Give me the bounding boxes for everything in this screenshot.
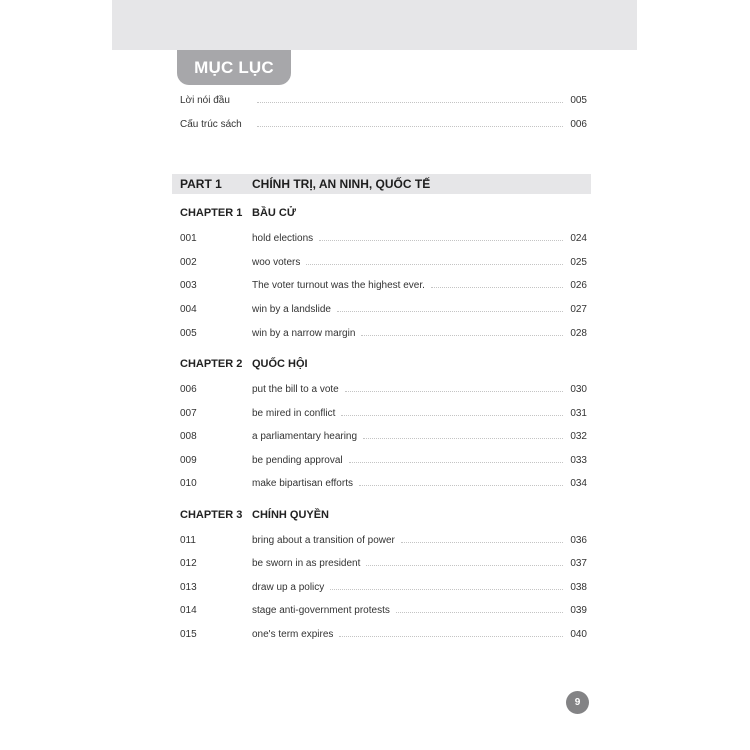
dot-leader [345, 391, 563, 392]
chapter-heading [180, 356, 308, 372]
entry-number: 014 [180, 604, 197, 616]
toc-title: MỤC LỤC [194, 57, 274, 77]
entry-page: 030 [570, 383, 587, 395]
dot-leader [401, 542, 563, 543]
chapter-label: CHAPTER 3 [180, 509, 243, 521]
entry-text: make bipartisan efforts [252, 477, 353, 489]
entry-number: 002 [180, 256, 197, 268]
entry-text: be sworn in as president [252, 557, 361, 569]
entry-page: 036 [570, 534, 587, 546]
entry-text: bring about a transition of power [252, 534, 395, 546]
dot-leader [366, 565, 563, 566]
dot-leader [363, 438, 563, 439]
entry-text: The voter turnout was the highest ever. [252, 279, 425, 291]
entry-page: 027 [570, 303, 587, 315]
dot-leader [339, 636, 563, 637]
dot-leader [319, 240, 563, 241]
toc-entry[interactable] [180, 230, 587, 246]
entry-text: draw up a policy [252, 581, 325, 593]
dot-leader [341, 415, 563, 416]
entry-number: 012 [180, 557, 197, 569]
toc-entry[interactable] [180, 277, 587, 293]
entry-label: Lời nói đầu [180, 94, 230, 106]
dot-leader [257, 126, 563, 127]
entry-text: win by a narrow margin [252, 327, 356, 339]
entry-number: 011 [180, 534, 196, 546]
toc-entry[interactable] [180, 325, 587, 341]
chapter-label: CHAPTER 2 [180, 358, 243, 370]
entry-page: 033 [570, 454, 587, 466]
entry-page: 038 [570, 581, 587, 593]
entry-page: 034 [570, 477, 587, 489]
entry-text: a parliamentary hearing [252, 430, 358, 442]
chapter-label: CHAPTER 1 [180, 207, 243, 219]
toc-entry[interactable] [180, 579, 587, 595]
dot-leader [337, 311, 563, 312]
toc-entry[interactable] [180, 381, 587, 397]
entry-page: 032 [570, 430, 587, 442]
entry-page: 006 [570, 118, 587, 130]
toc-entry[interactable] [180, 405, 587, 421]
toc-title-tab [177, 50, 291, 85]
chapter-title: BẦU CỬ [252, 207, 296, 219]
toc-entry[interactable] [180, 254, 587, 270]
entry-number: 004 [180, 303, 197, 315]
chapter-heading [180, 205, 296, 221]
entry-number: 015 [180, 628, 197, 640]
part-title: CHÍNH TRỊ, AN NINH, QUỐC TẾ [252, 177, 431, 191]
entry-text: woo voters [252, 256, 301, 268]
chapter-title: QUỐC HỘI [252, 358, 308, 370]
entry-number: 001 [180, 232, 197, 244]
toc-entry[interactable] [180, 602, 587, 618]
dot-leader [330, 589, 563, 590]
dot-leader [359, 485, 563, 486]
entry-number: 009 [180, 454, 197, 466]
entry-page: 005 [570, 94, 587, 106]
dot-leader [257, 102, 563, 103]
toc-entry[interactable] [180, 626, 587, 642]
dot-leader [361, 335, 563, 336]
entry-page: 039 [570, 604, 587, 616]
dot-leader [431, 287, 563, 288]
dot-leader [349, 462, 563, 463]
entry-text: one's term expires [252, 628, 334, 640]
toc-entry-intro[interactable] [180, 92, 587, 108]
toc-entry[interactable] [180, 452, 587, 468]
part-label: PART 1 [180, 177, 222, 191]
entry-text: be pending approval [252, 454, 343, 466]
entry-number: 003 [180, 279, 197, 291]
entry-page: 037 [570, 557, 587, 569]
toc-entry[interactable] [180, 475, 587, 491]
entry-number: 010 [180, 477, 197, 489]
entry-number: 008 [180, 430, 197, 442]
entry-page: 024 [570, 232, 587, 244]
entry-text: hold elections [252, 232, 314, 244]
part-heading [172, 174, 591, 194]
header-band [112, 0, 637, 50]
page-number-badge: 9 [566, 691, 589, 714]
entry-text: win by a landslide [252, 303, 331, 315]
entry-page: 040 [570, 628, 587, 640]
dot-leader [396, 612, 563, 613]
toc-entry[interactable] [180, 555, 587, 571]
entry-page: 025 [570, 256, 587, 268]
toc-entry[interactable] [180, 532, 587, 548]
entry-number: 005 [180, 327, 197, 339]
entry-text: put the bill to a vote [252, 383, 339, 395]
entry-number: 007 [180, 407, 197, 419]
toc-entry-intro[interactable] [180, 116, 587, 132]
entry-label: Cấu trúc sách [180, 118, 242, 130]
entry-page: 031 [570, 407, 587, 419]
entry-number: 013 [180, 581, 197, 593]
entry-text: stage anti-government protests [252, 604, 390, 616]
entry-page: 028 [570, 327, 587, 339]
toc-entry[interactable] [180, 301, 587, 317]
dot-leader [306, 264, 563, 265]
toc-entry[interactable] [180, 428, 587, 444]
chapter-heading [180, 507, 329, 523]
chapter-title: CHÍNH QUYỀN [252, 509, 330, 521]
entry-page: 026 [570, 279, 587, 291]
entry-number: 006 [180, 383, 197, 395]
entry-text: be mired in conflict [252, 407, 336, 419]
